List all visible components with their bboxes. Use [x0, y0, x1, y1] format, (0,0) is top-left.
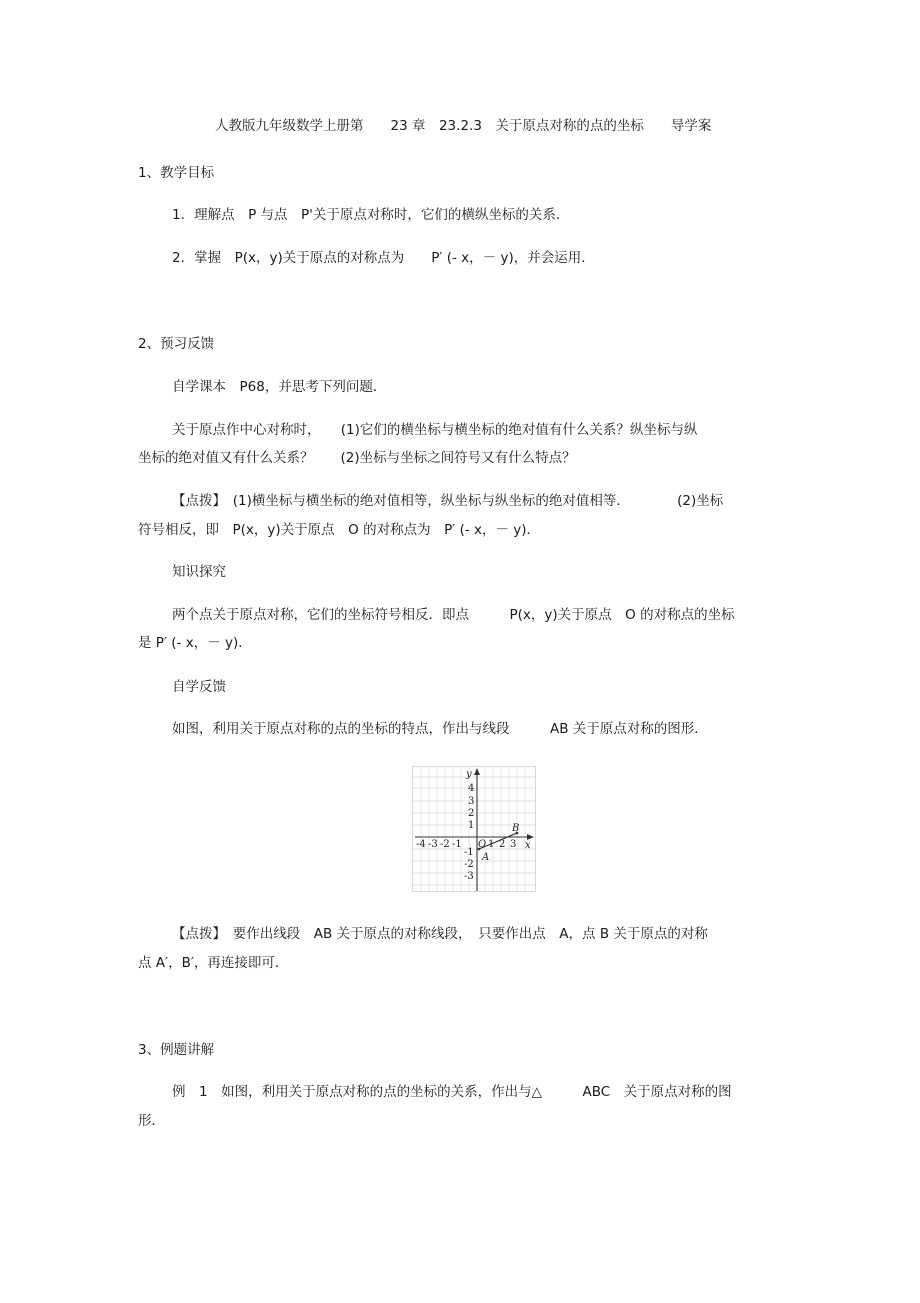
explore-line-2: 是 P′ (- x，－ y)． [138, 635, 252, 651]
explore-line-1: 两个点关于原点对称，它们的坐标符号相反．即点 P(x，y)关于原点 O 的对称点的坐标 [172, 607, 735, 623]
y-tick-minus-3: -3 [464, 871, 474, 882]
page-title: 人教版九年级数学上册第 23 章 23.2.3 关于原点对称的点的坐标 导学案 [215, 118, 712, 134]
feedback-title: 自学反馈 [172, 679, 226, 695]
x-tick-minus-4: -4 [416, 839, 426, 850]
y-tick-3: 3 [468, 796, 475, 807]
y-axis-arrow [474, 768, 480, 775]
origin-label: O [478, 839, 487, 850]
x-tick-minus-1: -1 [452, 839, 462, 850]
y-tick-2: 2 [468, 808, 475, 819]
x-axis-label: x [525, 840, 531, 851]
tip2-line-1: 【点拨】 要作出线段 AB 关于原点的对称线段， 只要作出点 A，点 B 关于原点的对称 [172, 926, 708, 942]
tip2-line-2: 点 A′，B′，再连接即可． [138, 955, 289, 971]
x-tick-3: 3 [510, 839, 517, 850]
coordinate-figure [412, 766, 536, 892]
example-1-line-1: 例 1 如图，利用关于原点对称的点的坐标的关系，作出与△ ABC 关于原点对称的图 [172, 1084, 732, 1100]
y-tick-1: 1 [468, 820, 475, 831]
tip-line-1: 【点拨】 (1)横坐标与横坐标的绝对值相等，纵坐标与纵坐标的绝对值相等． (2)坐标 [172, 493, 724, 509]
tip-line-2: 符号相反，即 P(x，y)关于原点 O 的对称点为 P′ (- x，－ y)． [138, 522, 541, 538]
feedback-text: 如图，利用关于原点对称的点的坐标的特点，作出与线段 AB 关于原点对称的图形． [172, 721, 708, 737]
objective-item-1: 1．理解点 P 与点 P'关于原点对称时，它们的横纵坐标的关系． [172, 207, 570, 223]
section-heading-objectives: 1、教学目标 [138, 165, 215, 181]
y-axis-label: y [466, 769, 472, 780]
point-a-label: A [482, 852, 490, 863]
x-tick-2: 2 [499, 839, 506, 850]
question-line-2: 坐标的绝对值又有什么关系？ (2)坐标与坐标之间符号又有什么特点？ [138, 450, 576, 466]
example-1-line-2: 形． [138, 1113, 165, 1129]
question-line-1: 关于原点作中心对称时， (1)它们的横坐标与横坐标的绝对值有什么关系？纵坐标与纵 [172, 422, 698, 438]
x-tick-1: 1 [488, 839, 495, 850]
y-tick-4: 4 [468, 783, 475, 794]
coordinate-grid-svg [413, 767, 535, 891]
x-tick-minus-2: -2 [440, 839, 450, 850]
section-heading-examples: 3、例题讲解 [138, 1042, 215, 1058]
x-tick-minus-3: -3 [428, 839, 438, 850]
y-tick-minus-1: -1 [464, 847, 474, 858]
explore-title: 知识探究 [172, 564, 226, 580]
objective-item-2: 2．掌握 P(x，y)关于原点的对称点为 P′ (- x，－ y)，并会运用． [172, 250, 595, 266]
section-heading-preview: 2、预习反馈 [138, 336, 215, 352]
y-tick-minus-2: -2 [464, 859, 474, 870]
point-b-label: B [512, 823, 520, 834]
preview-instruction: 自学课本 P68，并思考下列问题． [172, 379, 387, 395]
